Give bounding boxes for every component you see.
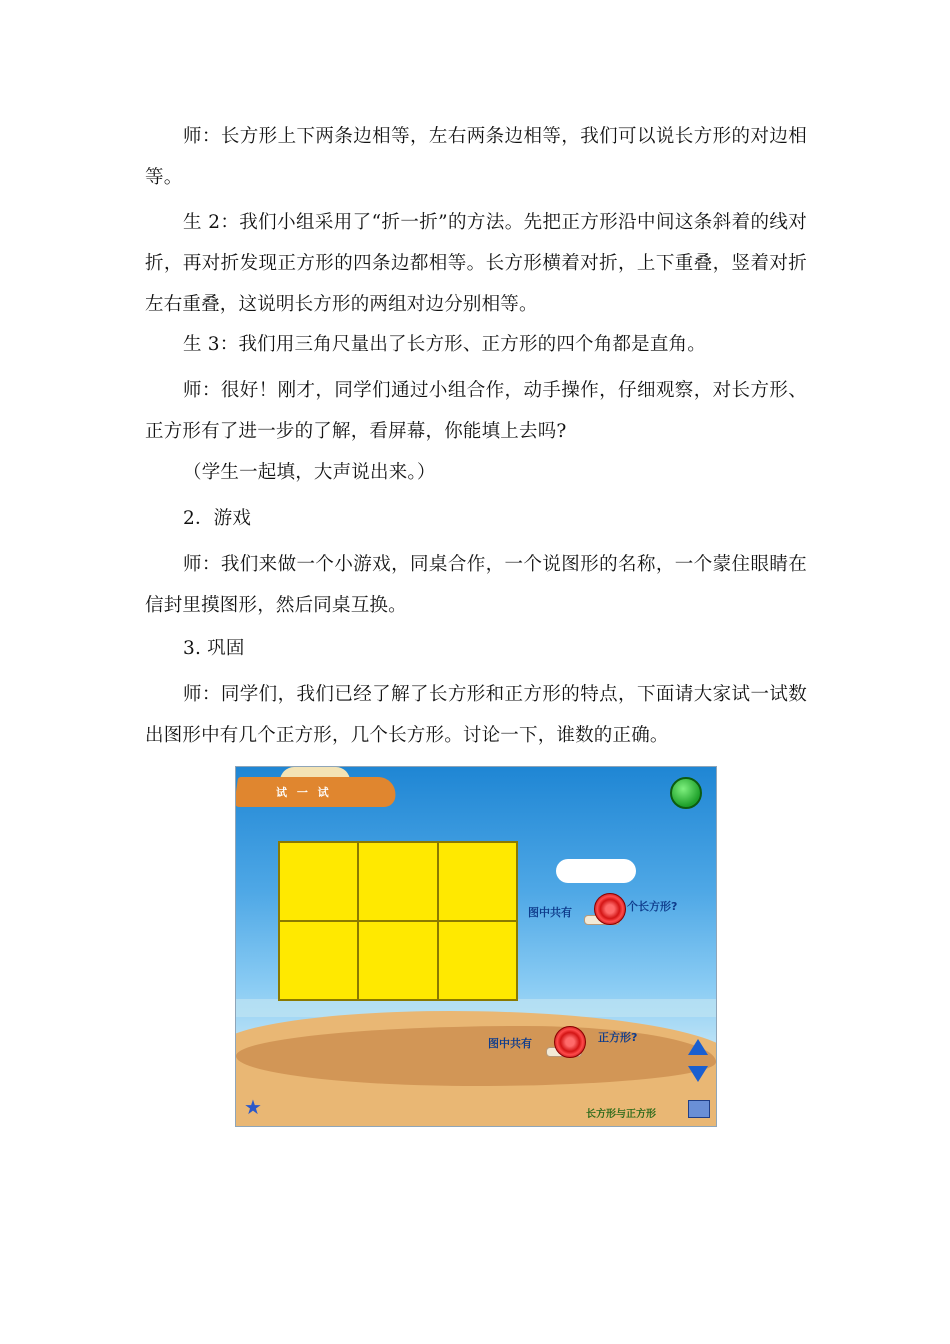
ball-icon[interactable]	[670, 777, 702, 809]
paragraph-1: 师：长方形上下两条边相等，左右两条边相等，我们可以说长方形的对边相等。	[145, 126, 807, 188]
arrow-down-icon[interactable]	[688, 1066, 708, 1082]
logo-icon: ★	[244, 1095, 262, 1119]
rect-question-suffix: 个长方形?	[627, 900, 678, 913]
paragraph-3: 生 3：我们用三角尺量出了长方形、正方形的四个角都是直角。	[183, 334, 706, 355]
square-question-suffix: 正方形?	[598, 1031, 638, 1044]
square-question-prefix: 图中共有	[488, 1037, 532, 1050]
footer-label: 长方形与正方形	[586, 1109, 656, 1120]
snail-square-answer[interactable]	[554, 1026, 586, 1058]
snail-rect-answer[interactable]	[594, 893, 626, 925]
grid-cell	[438, 921, 517, 1000]
boat-title: 试 一 试	[276, 786, 332, 799]
section-heading-game: 2．游戏	[183, 508, 252, 529]
home-icon[interactable]	[688, 1100, 710, 1118]
paragraph-5: （学生一起填，大声说出来。）	[183, 462, 436, 483]
grid-cell	[358, 842, 437, 921]
cloud	[556, 859, 636, 883]
rectangle-grid	[278, 841, 518, 1001]
rect-question-prefix: 图中共有	[528, 906, 572, 919]
title-boat	[236, 767, 406, 813]
paragraph-6: 师：我们来做一个小游戏，同桌合作，一个说图形的名称，一个蒙住眼睛在信封里摸图形，然后同桌互换。	[145, 554, 807, 616]
arrow-up-icon[interactable]	[688, 1039, 708, 1055]
grid-cell	[438, 842, 517, 921]
paragraph-2: 生 2：我们小组采用了“折一折”的方法。先把正方形沿中间这条斜着的线对折，再对折发现正方形的四条边都相等。长方形横着对折，上下重叠，竖着对折左右重叠，这说明长方形的两组对边分别相等。	[145, 212, 807, 315]
grid-cell	[358, 921, 437, 1000]
grid-cell	[279, 842, 358, 921]
section-heading-consolidate: 3. 巩固	[183, 638, 245, 659]
paragraph-7: 师：同学们，我们已经了解了长方形和正方形的特点，下面请大家试一试数出图形中有几个正方形，几个长方形。讨论一下，谁数的正确。	[145, 684, 807, 746]
paragraph-4: 师：很好！刚才，同学们通过小组合作，动手操作，仔细观察，对长方形、正方形有了进一步的了解，看屏幕，你能填上去吗?	[145, 380, 807, 442]
courseware-screenshot	[235, 766, 717, 1127]
grid-cell	[279, 921, 358, 1000]
